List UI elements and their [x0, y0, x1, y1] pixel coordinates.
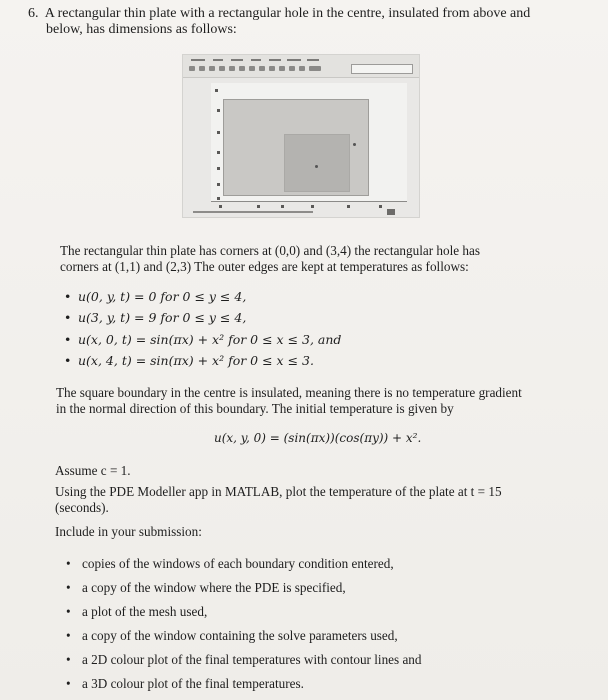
outer-rectangle: [223, 99, 369, 196]
toolbar-icon: [269, 66, 275, 71]
boundary-condition-item: • u(3, y, t) = 9 for 0 ≤ y ≤ 4,: [78, 310, 246, 326]
question-intro-line2: below, has dimensions as follows:: [46, 22, 237, 37]
y-tick: [217, 197, 220, 200]
x-axis: [211, 201, 407, 202]
menu-dash: [213, 59, 223, 61]
boundary-condition-item: • u(0, y, t) = 0 for 0 ≤ y ≤ 4,: [78, 289, 246, 305]
submission-item: • a 2D colour plot of the final temperatures with contour lines and: [82, 652, 421, 668]
instruction-line2: (seconds).: [55, 500, 109, 515]
x-tick: [281, 205, 284, 208]
plot-marker: [353, 143, 356, 146]
toolbar-icon: [219, 66, 225, 71]
menu-dash: [231, 59, 243, 61]
geometry-figure: [182, 54, 420, 218]
submission-item: • a 3D colour plot of the final temperatures.: [82, 676, 304, 692]
toolbar-icon: [299, 66, 305, 71]
toolbar-icon: [209, 66, 215, 71]
x-tick: [311, 205, 314, 208]
toolbar-field: [351, 64, 413, 74]
instruction-line1: Using the PDE Modeller app in MATLAB, plot the temperature of the plate at t = 15: [55, 484, 502, 499]
submission-item: • copies of the windows of each boundary condition entered,: [82, 556, 394, 572]
plot-area: [211, 83, 407, 201]
submission-item: • a plot of the mesh used,: [82, 604, 207, 620]
y-tick: [217, 167, 220, 170]
menu-dash: [269, 59, 281, 61]
submission-item: • a copy of the window where the PDE is specified,: [82, 580, 346, 596]
question-number: 6.: [28, 6, 39, 21]
x-tick: [257, 205, 260, 208]
boundary-condition-item: • u(x, 0, t) = sin(πx) + x² for 0 ≤ x ≤ 3, and: [78, 332, 341, 348]
plot-marker: [315, 165, 318, 168]
y-tick: [217, 183, 220, 186]
y-tick: [215, 89, 218, 92]
menu-dash: [251, 59, 261, 61]
toolbar-icon: [309, 66, 321, 71]
inner-hole: [284, 134, 350, 192]
toolbar-icon: [289, 66, 295, 71]
toolbar-icon: [249, 66, 255, 71]
toolbar-icon: [259, 66, 265, 71]
figure-status-indicator: [387, 209, 395, 215]
include-heading: Include in your submission:: [55, 524, 202, 539]
figure-toolbar: [183, 55, 419, 78]
figure-status-bar: [193, 211, 313, 213]
x-tick: [347, 205, 350, 208]
boundary-condition-item: • u(x, 4, t) = sin(πx) + x² for 0 ≤ x ≤ 3.: [78, 353, 314, 369]
description-line2: corners at (1,1) and (2,3) The outer edges are kept at temperatures as follows:: [60, 259, 469, 274]
initial-condition-equation: u(x, y, 0) = (sin(πx))(cos(πy)) + x².: [214, 431, 422, 445]
x-tick: [379, 205, 382, 208]
toolbar-icon: [239, 66, 245, 71]
toolbar-icon: [189, 66, 195, 71]
insulated-line1: The square boundary in the centre is insulated, meaning there is no temperature gradient: [56, 385, 522, 400]
description-line1: The rectangular thin plate has corners at (0,0) and (3,4) the rectangular hole has: [60, 243, 480, 258]
question-header: [28, 6, 588, 38]
x-tick: [219, 205, 222, 208]
menu-dash: [191, 59, 205, 61]
menu-dash: [287, 59, 301, 61]
submission-item: • a copy of the window containing the solve parameters used,: [82, 628, 398, 644]
assume-statement: Assume c = 1.: [55, 463, 131, 478]
y-tick: [217, 131, 220, 134]
insulated-line2: in the normal direction of this boundary. The initial temperature is given by: [56, 401, 454, 416]
menu-dash: [307, 59, 319, 61]
toolbar-icon: [229, 66, 235, 71]
toolbar-icon: [279, 66, 285, 71]
toolbar-icon: [199, 66, 205, 71]
y-tick: [217, 151, 220, 154]
question-intro-line1: A rectangular thin plate with a rectangular hole in the centre, insulated from above and: [44, 6, 531, 21]
y-tick: [217, 109, 220, 112]
